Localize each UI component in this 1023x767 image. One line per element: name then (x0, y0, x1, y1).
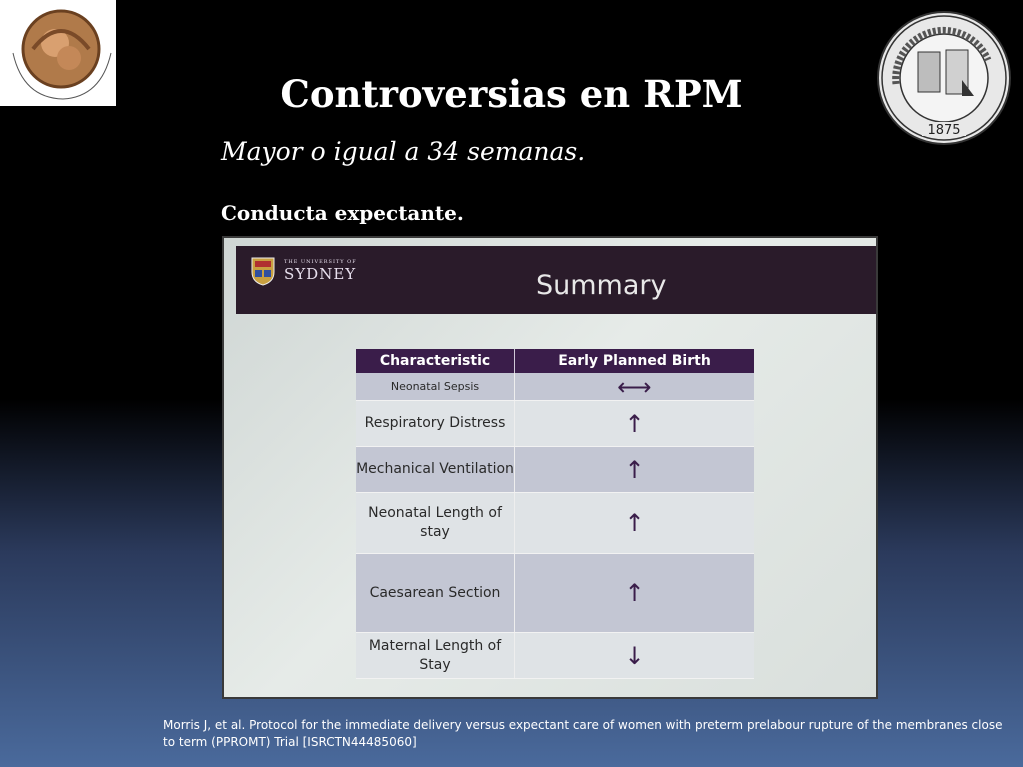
university-crest-icon (250, 256, 276, 286)
row-label: Respiratory Distress (356, 401, 515, 446)
row-label: Caesarean Section (356, 554, 515, 632)
row-label: Neonatal Sepsis (356, 373, 515, 400)
summary-title: Summary (536, 270, 667, 301)
table-row (356, 373, 754, 401)
university-small-label: THE UNIVERSITY OF (284, 259, 357, 265)
table-header (356, 349, 754, 373)
slide-title: Controversias en RPM (280, 72, 743, 116)
up-arrow-icon: ↑ (624, 409, 645, 438)
university-name: SYDNEY (284, 265, 357, 283)
summary-photo (222, 236, 878, 699)
table-row (356, 447, 754, 493)
university-logo (250, 256, 357, 286)
slide-subtitle: Mayor o igual a 34 semanas. (221, 137, 586, 166)
header-characteristic: Characteristic (356, 349, 515, 373)
table-row (356, 554, 754, 633)
citation: Morris J, et al. Protocol for the immediate delivery versus expectant care of women with preterm prelabour rupture of the membranes close to term (PPROMT) Trial [ISRCTN44485060] (163, 718, 1003, 749)
up-arrow-icon: ↑ (624, 579, 645, 607)
row-label: Mechanical Ventilation (356, 447, 515, 492)
row-label: Neonatal Length of stay (356, 493, 515, 553)
up-arrow-icon: ↑ (624, 455, 645, 484)
down-arrow-icon: ↓ (624, 641, 645, 670)
table-row (356, 633, 754, 679)
table-row (356, 493, 754, 554)
summary-table (356, 349, 754, 679)
seal-year: 1875 (927, 123, 961, 138)
row-label: Maternal Length of Stay (356, 633, 515, 678)
table-row (356, 401, 754, 447)
bidirectional-arrow-icon: ⟷ (617, 372, 652, 401)
conducta-heading: Conducta expectante. (221, 201, 464, 225)
up-arrow-icon: ↑ (624, 509, 645, 537)
summary-banner (236, 246, 876, 314)
header-early-planned-birth: Early Planned Birth (558, 353, 711, 369)
